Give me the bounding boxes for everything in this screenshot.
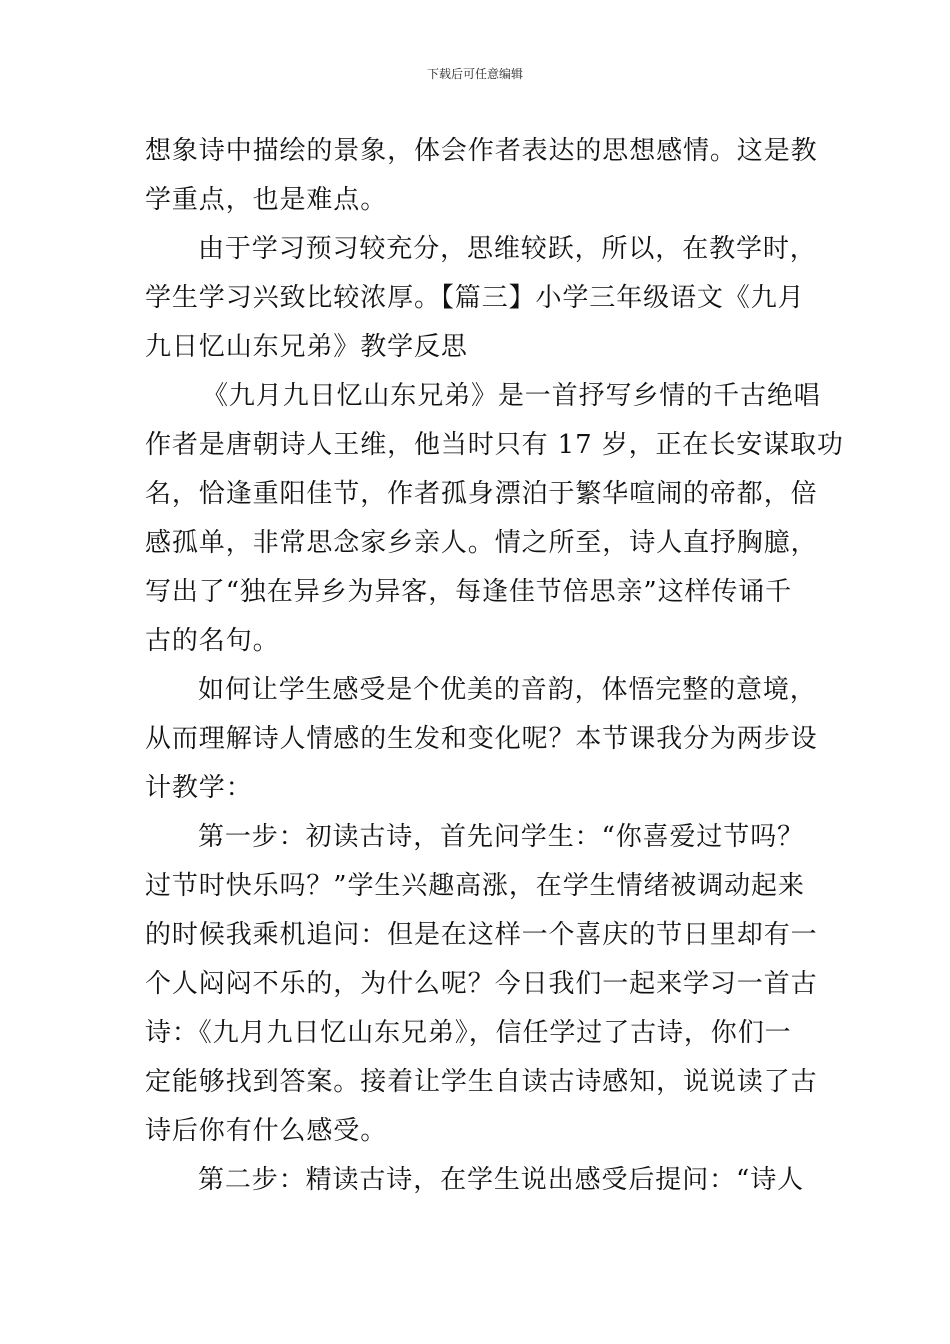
text-line: 计教学： (145, 773, 253, 803)
text-line: 从而理解诗人情感的生发和变化呢？本节课我分为两步设 (145, 724, 818, 754)
text-line: 古的名句。 (145, 626, 280, 656)
text-line: 作者是唐朝诗人王维，他当时只有 17 岁，正在长安谋取功 (145, 430, 844, 460)
text-line: 想象诗中描绘的景象，体会作者表达的思想感情。这是教 (145, 136, 818, 166)
text-line: 由于学习预习较充分，思维较跃，所以，在教学时， (198, 234, 817, 264)
text-line: 写出了“独在异乡为异客，每逢佳节倍思亲”这样传诵千 (145, 577, 793, 607)
body-text (145, 127, 844, 1205)
text-line: 如何让学生感受是个优美的音韵，体悟完整的意境， (198, 675, 817, 705)
text-line: 学重点，也是难点。 (145, 185, 388, 215)
text-line: 第一步：初读古诗，首先问学生：“你喜爱过节吗？ (198, 822, 804, 852)
text-line: 第二步：精读古诗，在学生说出感受后提问：“诗人 (198, 1165, 804, 1195)
text-line: 诗后你有什么感受。 (145, 1116, 388, 1146)
text-line: 过节时快乐吗？”学生兴趣高涨，在学生情绪被调动起来 (145, 871, 805, 901)
page-header: 下载后可任意编辑 (426, 67, 523, 81)
text-line: 感孤单，非常思念家乡亲人。情之所至，诗人直抒胸臆， (145, 528, 818, 558)
text-line: 学生学习兴致比较浓厚。【篇三】小学三年级语文《九月 (145, 283, 805, 313)
text-line: 的时候我乘机追问：但是在这样一个喜庆的节日里却有一 (145, 920, 818, 950)
text-line: 名，恰逢重阳佳节，作者孤身漂泊于繁华喧闹的帝都，倍 (145, 479, 818, 509)
text-line: 定能够找到答案。接着让学生自读古诗感知，说说读了古 (145, 1067, 818, 1097)
text-line: 个人闷闷不乐的，为什么呢？今日我们一起来学习一首古 (145, 969, 818, 999)
text-line: 《九月九日忆山东兄弟》是一首抒写乡情的千古绝唱 (202, 381, 821, 411)
text-line: 诗：《九月九日忆山东兄弟》，信任学过了古诗，你们一 (145, 1018, 792, 1048)
text-line: 九日忆山东兄弟》教学反思 (145, 332, 468, 362)
